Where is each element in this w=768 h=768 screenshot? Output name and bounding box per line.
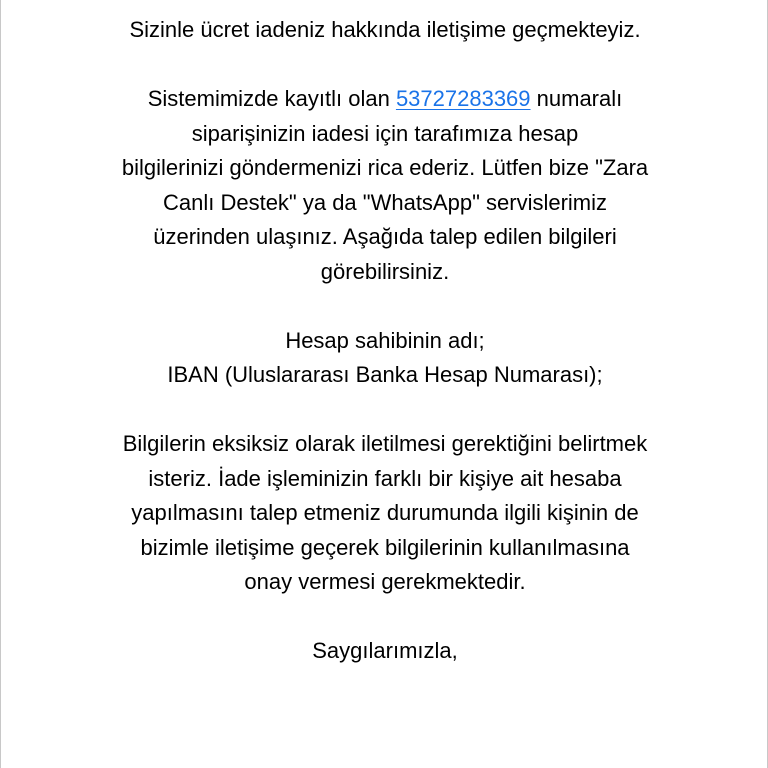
refund-request-line-3: bilgilerinizi göndermenizi rica ederiz. Lütfen bize "Zara	[121, 155, 649, 180]
order-number-link[interactable]: 53727283369	[395, 86, 531, 111]
closing-text: Saygılarımızla,	[312, 638, 458, 663]
notice-line-3: yapılmasını talep etmeniz durumunda ilgili kişinin de	[131, 500, 639, 525]
iban-field-label: IBAN (Uluslararası Banka Hesap Numarası);	[167, 362, 603, 387]
notice-line-4: bizimle iletişime geçerek bilgilerinin kullanılmasına	[140, 534, 630, 560]
notice-line-1: Bilgilerin eksiksiz olarak iletilmesi gerektiğini belirtmek	[122, 431, 648, 456]
closing-paragraph	[1, 634, 768, 669]
refund-request-line-6: görebilirsiniz.	[320, 258, 450, 284]
refund-request-line-1	[1, 82, 768, 117]
paragraph-gap	[1, 393, 768, 428]
paragraph-gap	[1, 48, 768, 83]
notice-line-2: isteriz. İade işleminizin farklı bir kişiye ait hesaba	[148, 465, 622, 491]
notice-paragraph	[1, 427, 768, 600]
refund-request-line-5: üzerinden ulaşınız. Aşağıda talep edilen bilgileri	[153, 224, 617, 249]
paragraph-gap	[1, 289, 768, 324]
refund-request-line-1-suffix: numaralı	[530, 86, 623, 111]
requested-fields-list	[1, 324, 768, 393]
greeting-text: Sizinle ücret iadeniz hakkında iletişime geçmekteyiz.	[129, 17, 641, 42]
greeting-paragraph	[1, 13, 768, 48]
paragraph-gap	[1, 600, 768, 635]
notice-line-5: onay vermesi gerekmektedir.	[244, 569, 526, 594]
refund-request-line-1-prefix: Sistemimizde kayıtlı olan	[147, 86, 396, 111]
refund-request-line-2: siparişinizin iadesi için tarafımıza hesap	[191, 120, 579, 146]
message-body	[1, 13, 768, 669]
account-holder-field-label: Hesap sahibinin adı;	[285, 327, 485, 353]
refund-request-paragraph	[1, 82, 768, 289]
refund-request-line-4: Canlı Destek" ya da "WhatsApp" servislerimiz	[162, 189, 608, 215]
